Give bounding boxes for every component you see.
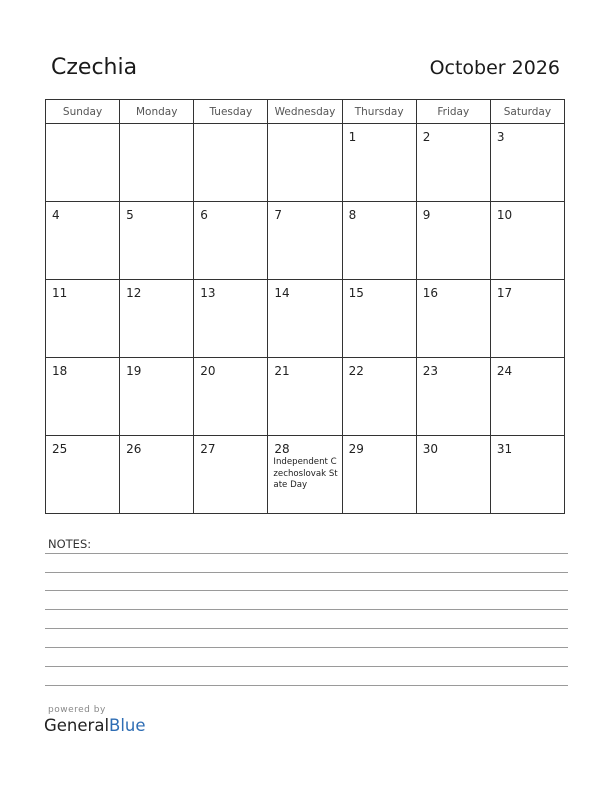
day-number: 26 bbox=[126, 442, 142, 456]
day-cell bbox=[268, 202, 342, 280]
weekday-friday: Friday bbox=[416, 100, 490, 124]
day-cell bbox=[416, 124, 490, 202]
note-line bbox=[45, 647, 568, 648]
day-cell bbox=[490, 358, 564, 436]
day-number: 1 bbox=[348, 130, 357, 144]
generalblue-logo[interactable] bbox=[44, 716, 146, 735]
day-cell bbox=[194, 124, 268, 202]
day-cell bbox=[490, 436, 564, 514]
day-cell bbox=[194, 358, 268, 436]
day-cell bbox=[120, 202, 194, 280]
day-number: 29 bbox=[348, 442, 364, 456]
day-number: 19 bbox=[126, 364, 142, 378]
day-cell bbox=[46, 124, 120, 202]
weekday-sunday: Sunday bbox=[46, 100, 120, 124]
weekday-wednesday: Wednesday bbox=[268, 100, 342, 124]
day-number: 9 bbox=[422, 208, 431, 222]
day-cell bbox=[490, 124, 564, 202]
day-cell bbox=[416, 202, 490, 280]
day-cell bbox=[342, 202, 416, 280]
country-title: Czechia bbox=[51, 55, 138, 80]
day-cell bbox=[342, 436, 416, 514]
weekday-monday: Monday bbox=[120, 100, 194, 124]
week-row bbox=[46, 358, 565, 436]
day-number: 20 bbox=[200, 364, 216, 378]
day-cell bbox=[194, 202, 268, 280]
day-cell bbox=[194, 280, 268, 358]
day-cell bbox=[268, 280, 342, 358]
day-cell bbox=[120, 124, 194, 202]
logo-blue: Blue bbox=[109, 716, 146, 735]
day-number: 14 bbox=[274, 286, 290, 300]
day-cell bbox=[490, 280, 564, 358]
day-number: 28 bbox=[274, 442, 290, 456]
weekday-tuesday: Tuesday bbox=[194, 100, 268, 124]
day-cell bbox=[490, 202, 564, 280]
day-number: 27 bbox=[200, 442, 216, 456]
note-line bbox=[45, 628, 568, 629]
day-cell bbox=[120, 280, 194, 358]
day-cell bbox=[416, 358, 490, 436]
note-line bbox=[45, 572, 568, 573]
day-cell bbox=[342, 358, 416, 436]
day-number: 13 bbox=[200, 286, 216, 300]
day-number: 21 bbox=[274, 364, 290, 378]
day-number: 2 bbox=[422, 130, 431, 144]
weekday-header-row bbox=[46, 100, 565, 124]
day-cell bbox=[46, 358, 120, 436]
week-row bbox=[46, 280, 565, 358]
weekday-thursday: Thursday bbox=[342, 100, 416, 124]
calendar-grid bbox=[45, 99, 565, 514]
day-cell bbox=[268, 436, 342, 514]
month-title: October 2026 bbox=[429, 57, 560, 79]
day-number: 6 bbox=[200, 208, 208, 222]
week-row bbox=[46, 202, 565, 280]
week-row bbox=[46, 436, 565, 514]
note-line bbox=[45, 590, 568, 591]
day-cell bbox=[120, 436, 194, 514]
holiday-label: Independent Czechoslovak State Day bbox=[273, 457, 338, 490]
day-number: 18 bbox=[52, 364, 68, 378]
day-number: 4 bbox=[52, 208, 60, 222]
day-cell bbox=[416, 280, 490, 358]
day-number: 17 bbox=[496, 286, 513, 300]
day-cell bbox=[46, 436, 120, 514]
day-cell bbox=[46, 280, 120, 358]
day-number: 7 bbox=[274, 208, 283, 222]
week-row bbox=[46, 124, 565, 202]
logo-general: General bbox=[44, 716, 110, 735]
day-cell bbox=[268, 124, 342, 202]
note-line bbox=[45, 553, 568, 554]
day-number: 12 bbox=[126, 286, 142, 300]
day-number: 10 bbox=[496, 208, 513, 222]
day-number: 15 bbox=[348, 286, 364, 300]
notes-label: NOTES: bbox=[48, 537, 92, 551]
note-line bbox=[45, 685, 568, 686]
note-line bbox=[45, 666, 568, 667]
day-cell bbox=[342, 280, 416, 358]
powered-by-text: powered by bbox=[48, 705, 106, 715]
day-number: 8 bbox=[348, 208, 357, 222]
day-number: 24 bbox=[496, 364, 513, 378]
day-number: 25 bbox=[52, 442, 68, 456]
day-cell bbox=[268, 358, 342, 436]
day-number: 30 bbox=[422, 442, 438, 456]
day-number: 5 bbox=[126, 208, 134, 222]
day-number: 11 bbox=[52, 286, 68, 300]
note-line bbox=[45, 609, 568, 610]
day-number: 16 bbox=[422, 286, 438, 300]
day-cell bbox=[46, 202, 120, 280]
weekday-saturday: Saturday bbox=[490, 100, 564, 124]
day-number: 31 bbox=[496, 442, 513, 456]
day-number: 3 bbox=[496, 130, 505, 144]
day-cell bbox=[194, 436, 268, 514]
day-number: 22 bbox=[348, 364, 364, 378]
day-cell bbox=[342, 124, 416, 202]
day-cell bbox=[416, 436, 490, 514]
day-number: 23 bbox=[422, 364, 438, 378]
day-cell bbox=[120, 358, 194, 436]
